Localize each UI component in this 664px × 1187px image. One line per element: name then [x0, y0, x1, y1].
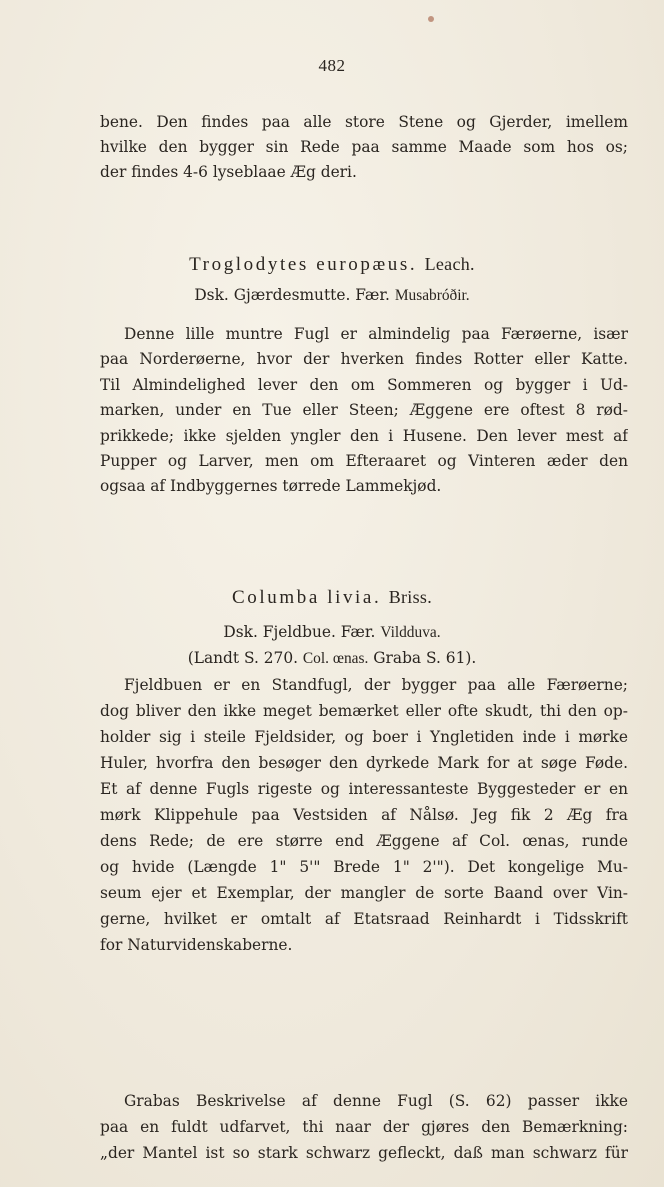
- text-line: Til Almindelighed lever den om Sommeren og bygger i Ud-: [100, 376, 628, 394]
- faroese-label: Fær.: [340, 623, 376, 641]
- species-common-names: [0, 285, 664, 306]
- text-line: Fjeldbuen er en Standfugl, der bygger paa alle Færøerne;: [124, 676, 628, 694]
- literature-reference: [0, 648, 664, 669]
- text-line: hvilke den bygger sin Rede paa samme Maade som hos os;: [100, 138, 628, 156]
- text-line: Et af denne Fugls rigeste og interessanteste Byggesteder er en: [100, 780, 628, 798]
- danish-label: Dsk.: [223, 623, 258, 641]
- danish-name: Gjærdesmutte.: [233, 286, 351, 304]
- danish-name: Fjeldbue.: [262, 623, 336, 641]
- species-latin-name: Troglodytes europæus.: [189, 254, 418, 275]
- text-line: Grabas Beskrivelse af denne Fugl (S. 62) passer ikke: [124, 1092, 628, 1110]
- text-line: dens Rede; de ere større end Æggene af Col. œnas, runde: [100, 832, 628, 850]
- faroese-name: Musabróðir.: [394, 287, 470, 304]
- page-number: 482: [318, 56, 346, 75]
- species-author: Leach.: [424, 254, 475, 274]
- text-line: holder sig i steile Fjeldsider, og boer i Yngletiden inde i mørke: [100, 728, 628, 746]
- text-line: seum ejer et Exemplar, der mangler de sorte Baand over Vin-: [100, 884, 628, 902]
- text-line: Pupper og Larver, men om Efteraaret og Vinteren æder den: [100, 452, 628, 470]
- text-line: Denne lille muntre Fugl er almindelig paa Færøerne, især: [124, 325, 628, 343]
- text-line: prikkede; ikke sjelden yngler den i Husene. Den lever mest af: [100, 427, 628, 445]
- species-latin-name: Columba livia.: [231, 587, 382, 608]
- text-line: og hvide (Længde 1" 5'" Brede 1" 2'"). Det kongelige Mu-: [100, 858, 628, 876]
- faroese-label: Fær.: [355, 286, 390, 304]
- text-line: gerne, hvilket er omtalt af Etatsraad Reinhardt i Tidsskrift: [100, 910, 628, 928]
- text-line: mørk Klippehule paa Vestsiden af Nålsø. Jeg fik 2 Æg fra: [100, 806, 628, 824]
- species-heading-columba: [0, 587, 664, 609]
- text-line: „der Mantel ist so stark schwarz gefleckt, daß man schwarz für: [100, 1144, 628, 1162]
- text-line: bene. Den findes paa alle store Stene og Gjerder, imellem: [100, 113, 628, 131]
- danish-label: Dsk.: [194, 286, 229, 304]
- reference-graba: Graba S. 61).: [373, 649, 477, 667]
- species-common-names: [0, 622, 664, 643]
- species-heading-troglodytes: [0, 254, 664, 276]
- text-line: Huler, hvorfra den besøger den dyrkede Mark for at søge Føde.: [100, 754, 628, 772]
- text-line: ogsaa af Indbyggernes tørrede Lammekjød.: [100, 477, 442, 495]
- text-line: dog bliver den ikke meget bemærket eller ofte skudt, thi den op-: [100, 702, 628, 720]
- reference-landt: (Landt S. 270.: [187, 649, 299, 667]
- ink-spot: [428, 16, 434, 22]
- text-line: for Naturvidenskaberne.: [100, 936, 293, 954]
- species-author: Briss.: [388, 587, 432, 607]
- text-line: der findes 4-6 lyseblaae Æg deri.: [100, 163, 357, 181]
- text-line: paa en fuldt udfarvet, thi naar der gjøres den Bemærkning:: [100, 1118, 628, 1136]
- faroese-name: Vildduva.: [380, 624, 441, 641]
- text-line: paa Norderøerne, hvor der hverken findes Rotter eller Katte.: [100, 350, 628, 368]
- text-line: marken, under en Tue eller Steen; Æggene ere oftest 8 rød-: [100, 401, 628, 419]
- reference-col: Col. œnas.: [302, 650, 369, 667]
